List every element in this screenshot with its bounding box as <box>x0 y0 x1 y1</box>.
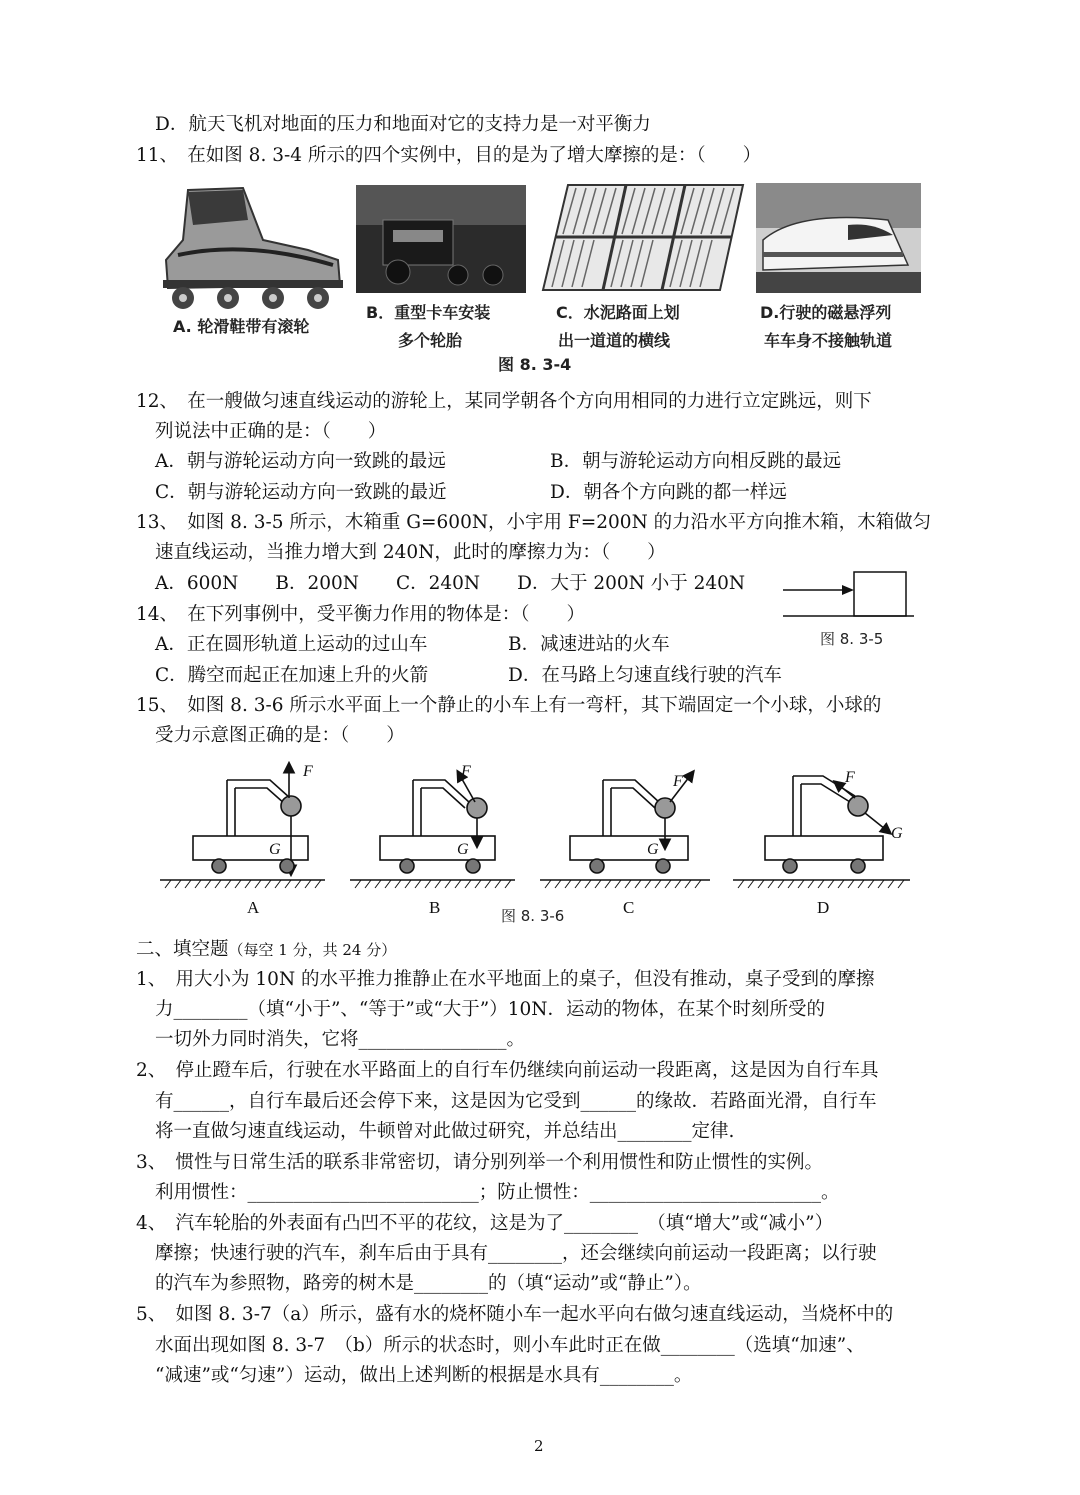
q15-figure-caption: 图 8. 3-6 <box>501 907 565 925</box>
figure-8-3-5 <box>780 568 920 650</box>
f1-line-3: 一切外力同时消失，它将________________。 <box>155 1029 526 1050</box>
cart-b <box>350 772 515 880</box>
force-g-d: G <box>891 825 903 842</box>
cart-c <box>540 772 710 880</box>
maglev-train-image <box>756 183 921 293</box>
f5-line-3: “减速”或“匀速”）运动，做出上述判断的根据是水具有________。 <box>155 1365 693 1386</box>
q11-label-b1: B．重型卡车安装 <box>366 303 491 322</box>
force-g-b: G <box>457 841 469 858</box>
f3-line-1: 3、 惯性与日常生活的联系非常密切，请分别列举一个利用惯性和防止惯性的实例。 <box>136 1152 824 1173</box>
q15-line-2: 受力示意图正确的是：（ ） <box>155 725 405 746</box>
option-label-c: C <box>623 898 635 917</box>
q11-label-d2: 车车身不接触轨道 <box>764 331 893 350</box>
cart-a <box>160 764 325 880</box>
q14-option-a: A．正在圆形轨道上运动的过山车 <box>155 634 428 655</box>
cart-d <box>733 776 910 880</box>
q14-option-b: B．减速进站的火车 <box>508 634 670 655</box>
f2-line-3: 将一直做匀速直线运动，牛顿曾对此做过研究，并总结出________定律. <box>155 1121 735 1142</box>
section-2-title: 二、填空题 <box>136 939 229 960</box>
f5-line-1: 5、 如图 8. 3-7（a）所示，盛有水的烧杯随小车一起水平向右做匀速直线运动，当烧杯中的 <box>136 1304 894 1325</box>
q11-stem: 11、 在如图 8. 3-4 所示的四个实例中，目的是为了增大摩擦的是：（ ） <box>136 145 762 166</box>
q11-label-c1: C．水泥路面上划 <box>556 303 680 322</box>
q12-option-a: A．朝与游轮运动方向一致跳的最远 <box>155 451 446 472</box>
q13-options: A．600N B．200N C．240N D．大于 200N 小于 240N <box>155 573 746 594</box>
f2-line-2: 有______，自行车最后还会停下来，这是因为它受到______的缘故．若路面光滑，自行车 <box>155 1091 877 1112</box>
q11-figure-caption: 图 8. 3-4 <box>498 355 572 374</box>
option-label-b: B <box>429 898 441 917</box>
section-2-note: （每空 1 分，共 24 分） <box>228 941 397 959</box>
figure-8-3-4 <box>148 180 932 375</box>
f3-line-2: 利用惯性：_________________________；防止惯性：_________________________。 <box>155 1182 840 1203</box>
f1-line-2: 力________（填“小于”、“等于”或“大于”）10N．运动的物体，在某个时刻所受的 <box>155 999 825 1020</box>
q14-option-d: D．在马路上匀速直线行驶的汽车 <box>508 665 782 686</box>
force-g-a: G <box>269 841 281 858</box>
f4-line-3: 的汽车为参照物，路旁的树木是________的（填“运动”或“静止”）。 <box>155 1273 702 1294</box>
figure-8-3-6 <box>155 758 915 930</box>
wooden-box <box>854 572 906 616</box>
page-number: 2 <box>534 1437 544 1455</box>
q14-stem: 14、 在下列事例中，受平衡力作用的物体是：（ ） <box>136 604 586 625</box>
q14-option-c: C．腾空而起正在加速上升的火箭 <box>155 665 429 686</box>
f1-line-1: 1、 用大小为 10N 的水平推力推静止在水平地面上的桌子，但没有推动，桌子受到的摩擦 <box>136 969 875 990</box>
q10-option-d: D．航天飞机对地面的压力和地面对它的支持力是一对平衡力 <box>155 114 651 135</box>
q12-line-2: 列说法中正确的是：（ ） <box>155 421 387 442</box>
q12-option-b: B．朝与游轮运动方向相反跳的最远 <box>550 451 842 472</box>
q11-label-c2: 出一道道的横线 <box>558 331 671 350</box>
heavy-truck-image <box>356 185 526 293</box>
q15-line-1: 15、 如图 8. 3-6 所示水平面上一个静止的小车上有一弯杆，其下端固定一个小球，小球的 <box>136 695 882 716</box>
q11-label-d1: D.行驶的磁悬浮列 <box>760 303 892 322</box>
force-f-a: F <box>303 763 313 780</box>
option-label-d: D <box>817 898 830 917</box>
force-f-b: F <box>461 763 471 780</box>
q13-figure-caption: 图 8. 3-5 <box>820 630 884 648</box>
option-label-a: A <box>247 898 260 917</box>
force-g-c: G <box>647 841 659 858</box>
force-f-c: F <box>673 773 683 790</box>
f2-line-1: 2、 停止蹬车后，行驶在水平路面上的自行车仍继续向前运动一段距离，这是因为自行车具 <box>136 1060 879 1081</box>
f5-line-2: 水面出现如图 8. 3-7 （b）所示的状态时，则小车此时正在做________（选填“加速”、 <box>155 1335 865 1356</box>
q11-label-a: A. 轮滑鞋带有滚轮 <box>173 317 310 336</box>
q11-label-b2: 多个轮胎 <box>398 331 463 350</box>
q13-line-2: 速直线运动，当推力增大到 240N，此时的摩擦力为：（ ） <box>155 542 666 563</box>
q12-option-d: D．朝各个方向跳的都一样远 <box>550 482 787 503</box>
f4-line-2: 摩擦；快速行驶的汽车，刹车后由于具有________，还会继续向前运动一段距离；以行驶 <box>155 1243 877 1264</box>
roller-skate-image <box>163 188 343 309</box>
q12-option-c: C．朝与游轮运动方向一致跳的最近 <box>155 482 447 503</box>
section-2-heading <box>136 937 396 963</box>
f4-line-1: 4、 汽车轮胎的外表面有凸凹不平的花纹，这是为了________ （填“增大”或“减小”） <box>136 1213 834 1234</box>
q13-line-1: 13、 如图 8. 3-5 所示，木箱重 G=600N，小宇用 F=200N 的力沿水平方向推木箱，木箱做匀 <box>136 512 932 533</box>
force-f-d: F <box>845 769 855 786</box>
road-grooves-image <box>543 185 743 290</box>
q12-line-1: 12、 在一艘做匀速直线运动的游轮上，某同学朝各个方向用相同的力进行立定跳远，则下 <box>136 391 872 412</box>
